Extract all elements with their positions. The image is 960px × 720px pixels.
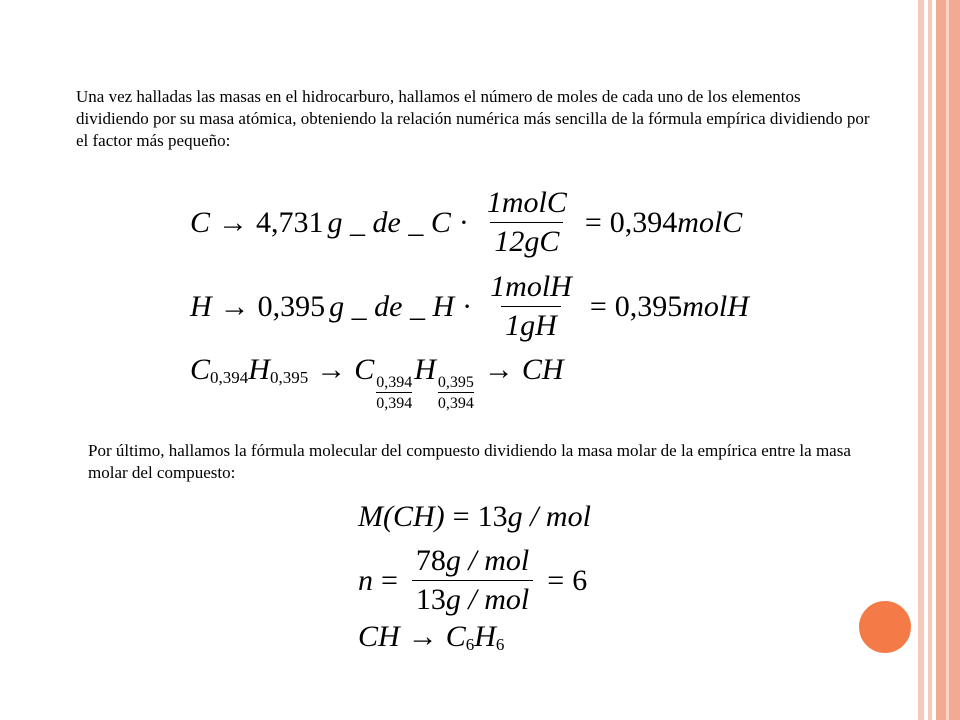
carbon-fraction [483, 186, 571, 259]
equation-molar-mass [358, 500, 591, 534]
equation-ratio [190, 350, 564, 412]
carbon-frac-den: 12gC [490, 222, 563, 259]
n-den-unit: g / mol [445, 583, 530, 616]
n-lhs: n [358, 563, 373, 597]
ratio-h-frac-num: 0,395 [437, 374, 474, 391]
n-den-value: 13 [415, 583, 446, 616]
arrow-icon: → [483, 352, 514, 386]
carbon-result: 0,394 [609, 205, 678, 239]
ratio-c-frac-num: 0,394 [376, 374, 413, 391]
equals-sign: = [584, 205, 602, 239]
molar-mass-value: 13 [477, 500, 508, 533]
dot-operator: · [458, 205, 469, 239]
equation-hydrogen [190, 270, 749, 343]
equation-final [358, 620, 504, 654]
ratio-h-frac-den: 0,394 [438, 392, 474, 413]
carbon-frac-num: 1molC [486, 186, 567, 219]
decor-stripe-1 [918, 0, 924, 720]
n-result: 6 [572, 563, 588, 597]
carbon-element: C [190, 205, 211, 239]
ratio-h: H [248, 352, 270, 386]
ratio-h-sub: 0,395 [269, 367, 309, 387]
hydrogen-element: H [190, 289, 212, 323]
ratio-c-fraction [376, 374, 412, 413]
equation-carbon [190, 186, 742, 259]
final-c: C [445, 620, 466, 653]
hydrogen-frac-den: 1gH [501, 306, 561, 343]
arrow-icon: → [218, 205, 249, 239]
intro-paragraph: Una vez halladas las masas en el hidrocarburo, hallamos el número de moles de cada uno de los elementos dividiendo por su masa atómica, obteniendo la relación numérica más sencilla de la fórmula empírica dividiendo por el factor más pequeño: [76, 87, 870, 150]
hydrogen-result-unit: molH [682, 289, 749, 323]
ratio-c-sub: 0,394 [210, 367, 249, 387]
hydrogen-mass: 0,395 [257, 289, 326, 323]
n-frac-den [412, 580, 533, 617]
hydrogen-frac-num: 1molH [490, 270, 572, 303]
dot-operator: · [462, 289, 473, 323]
ratio-c-frac-den: 0,394 [376, 392, 412, 413]
final-h-sub: 6 [495, 635, 505, 654]
n-num-unit: g / mol [445, 544, 530, 577]
equals-sign: = [452, 500, 470, 533]
final-lhs: CH [358, 620, 400, 653]
hydrogen-unit: g _ de _ H [329, 289, 455, 323]
decor-circle [856, 598, 914, 656]
carbon-mass: 4,731 [256, 205, 324, 239]
ratio-c2: C [354, 352, 375, 386]
carbon-unit: g _ de _ C [327, 205, 451, 239]
decor-stripe-4 [946, 0, 949, 720]
conclusion-paragraph: Por último, hallamos la fórmula molecular del compuesto dividiendo la masa molar de la empírica entre la masa molar del compuesto: [88, 441, 851, 482]
ratio-h-fraction [438, 374, 474, 413]
hydrogen-fraction [486, 270, 576, 343]
molar-mass-unit: g / mol [507, 500, 591, 533]
ratio-h2: H [414, 352, 436, 386]
decor-stripe-2 [928, 0, 932, 720]
ratio-c: C [190, 352, 211, 386]
carbon-result-unit: molC [677, 205, 743, 239]
equation-n [358, 544, 587, 617]
arrow-icon: → [219, 289, 250, 323]
arrow-icon: → [316, 352, 347, 386]
ratio-result: CH [521, 352, 564, 386]
equals-sign: = [547, 563, 565, 597]
molar-mass-lhs: M(CH) [358, 500, 445, 533]
arrow-icon: → [407, 620, 438, 653]
hydrogen-result: 0,395 [614, 289, 683, 323]
final-h: H [474, 620, 496, 653]
equals-sign: = [381, 563, 398, 597]
equals-sign: = [589, 289, 607, 323]
n-fraction [412, 544, 533, 617]
final-c-sub: 6 [465, 635, 475, 654]
n-frac-num [412, 544, 533, 580]
n-num-value: 78 [415, 544, 446, 577]
